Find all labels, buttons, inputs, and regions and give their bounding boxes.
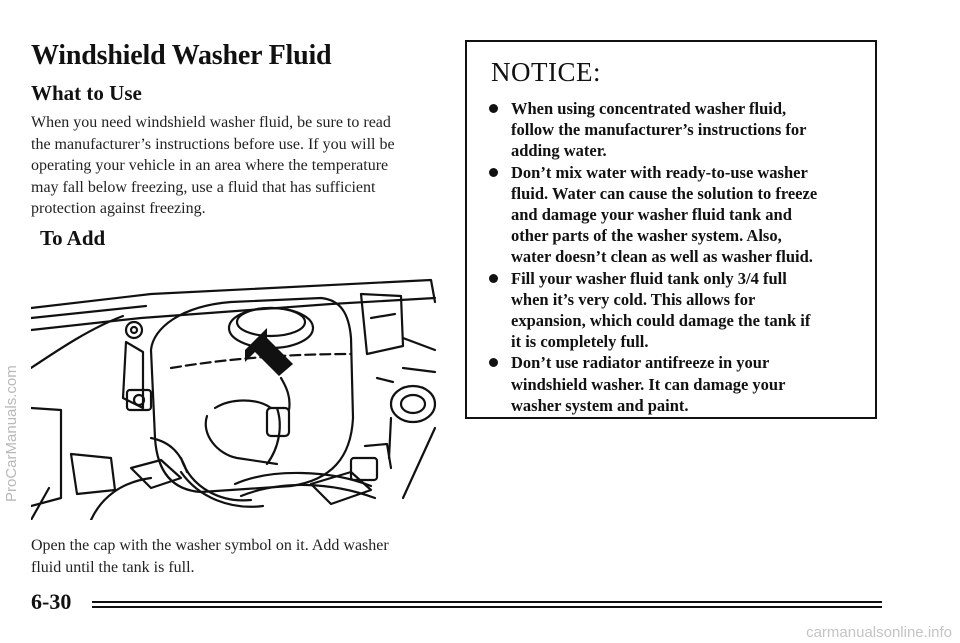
notice-line: follow the manufacturer’s instructions for bbox=[511, 120, 807, 140]
paragraph-line: protection against freezing. bbox=[31, 200, 206, 217]
page-number: 6-30 bbox=[31, 589, 72, 614]
caption-line: fluid until the tank is full. bbox=[31, 558, 195, 576]
notice-line: expansion, which could damage the tank if bbox=[511, 311, 811, 331]
notice-line: When using concentrated washer fluid, bbox=[511, 99, 787, 118]
paragraph-line: the manufacturer’s instructions before use. If you will be bbox=[31, 135, 395, 153]
notice-line: Don’t use radiator antifreeze in your bbox=[511, 353, 770, 373]
paragraph-line: When you need windshield washer fluid, be sure to read bbox=[31, 114, 391, 131]
to-add-heading: To Add bbox=[40, 226, 106, 250]
side-watermark bbox=[0, 222, 22, 522]
footer-rule bbox=[92, 606, 882, 608]
paragraph-line: may fall below freezing, use a fluid that has sufficient bbox=[31, 178, 376, 196]
notice-heading: NOTICE: bbox=[491, 57, 601, 87]
notice-line: Fill your washer fluid tank only 3/4 full bbox=[511, 268, 787, 288]
bullet-icon bbox=[489, 358, 498, 367]
notice-item bbox=[489, 268, 859, 353]
to-add-caption bbox=[31, 535, 389, 578]
bottom-watermark: carmanualsonline.info bbox=[806, 624, 952, 641]
notice-item bbox=[489, 162, 859, 268]
notice-line: when it’s very cold. This allows for bbox=[511, 289, 756, 309]
what-to-use-paragraph bbox=[31, 112, 395, 220]
what-to-use-heading: What to Use bbox=[31, 81, 142, 105]
footer-rule bbox=[92, 601, 882, 603]
paragraph-line: operating your vehicle in an area where the temperature bbox=[31, 157, 389, 174]
washer-reservoir-illustration bbox=[31, 258, 439, 520]
notice-line: water doesn’t clean as well as washer fluid. bbox=[511, 247, 813, 267]
caption-line: Open the cap with the washer symbol on it. Add washer bbox=[31, 537, 389, 554]
notice-list bbox=[489, 98, 859, 416]
notice-line: it is completely full. bbox=[511, 332, 649, 352]
notice-line: Don’t mix water with ready-to-use washer bbox=[511, 162, 808, 182]
bullet-icon bbox=[489, 104, 498, 113]
notice-line: washer system and paint. bbox=[511, 395, 689, 415]
bullet-icon bbox=[489, 168, 498, 177]
notice-line: and damage your washer fluid tank and bbox=[511, 205, 792, 225]
notice-box bbox=[465, 40, 877, 419]
bullet-icon bbox=[489, 274, 498, 283]
side-watermark-text: ProCarManuals.com bbox=[3, 365, 20, 502]
page-title: Windshield Washer Fluid bbox=[31, 40, 332, 71]
notice-item bbox=[489, 98, 859, 162]
notice-line: fluid. Water can cause the solution to freeze bbox=[511, 183, 818, 203]
notice-line: adding water. bbox=[511, 141, 607, 161]
notice-line: windshield washer. It can damage your bbox=[511, 374, 786, 394]
notice-item bbox=[489, 352, 859, 416]
notice-line: other parts of the washer system. Also, bbox=[511, 226, 782, 246]
